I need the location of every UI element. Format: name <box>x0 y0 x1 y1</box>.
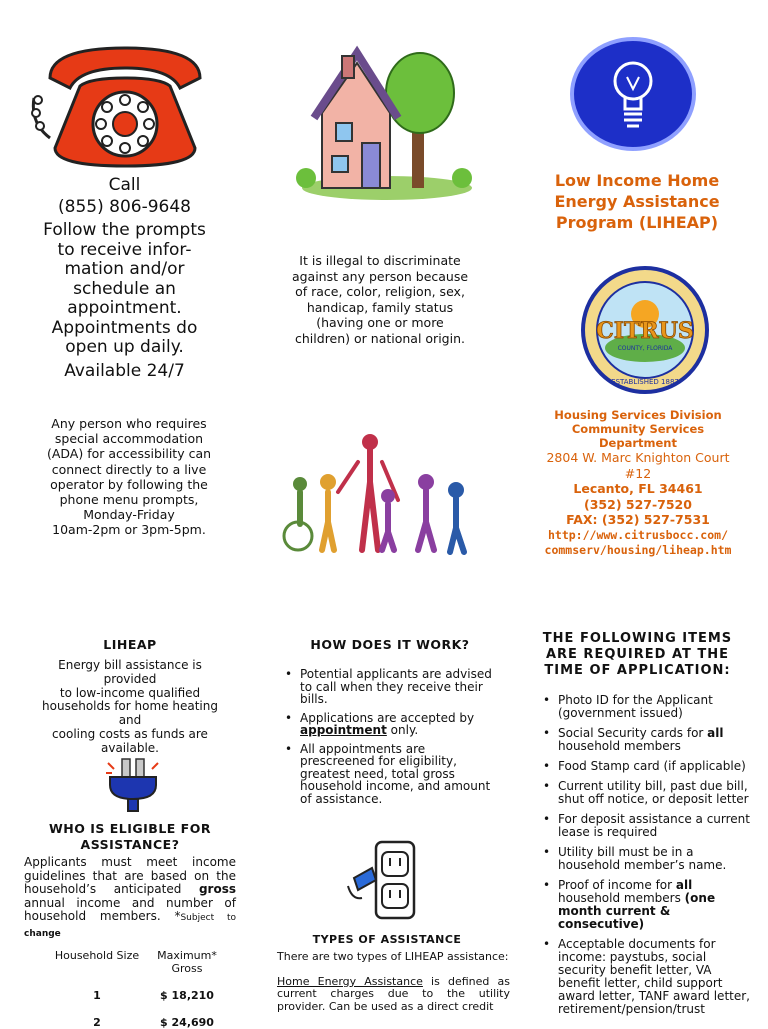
list-item <box>540 727 752 753</box>
department-name: Department <box>599 436 677 450</box>
power-plug-icon <box>104 755 162 813</box>
text-part: annual income and number of household members. * <box>24 895 236 924</box>
notice-line: against any person because <box>291 268 469 284</box>
notice-line: handicap, family status <box>306 299 454 315</box>
table-header <box>52 950 232 975</box>
list-item <box>540 879 752 931</box>
website-link[interactable]: commserv/housing/liheap.htm <box>544 542 732 557</box>
eligibility-text <box>24 856 236 942</box>
lightbulb-icon <box>570 37 696 151</box>
list-item <box>282 712 492 737</box>
ada-notice <box>30 416 228 538</box>
text-part: Applicants must meet income guidelines that are based on the household’s anticipated <box>24 855 236 897</box>
liheap-description <box>30 659 230 756</box>
notice-line: It is illegal to discriminate <box>299 253 461 268</box>
notice-line: (having one or more <box>316 315 444 330</box>
types-text <box>277 951 510 1013</box>
table-cell: 1 <box>93 989 101 1002</box>
table-row <box>52 1016 232 1029</box>
requirements-list <box>540 694 752 1023</box>
telephone-icon <box>30 38 220 170</box>
list-item: • Photo ID for the Applicant (government issued) <box>540 694 752 720</box>
text-bold: all <box>675 878 693 892</box>
text-part: Applications are accepted by <box>300 710 475 725</box>
heading-line: TIME OF APPLICATION: <box>544 663 731 678</box>
prompt-line: schedule an <box>73 278 176 299</box>
prompt-line: Follow the prompts <box>43 220 206 240</box>
subject-note: Subject to <box>180 913 236 924</box>
address-line: 2804 W. Marc Knighton Court <box>546 450 730 465</box>
address-line: #12 <box>624 465 652 481</box>
title-line: Program (LIHEAP) <box>555 213 719 232</box>
list-item: • Potential applicants are advised to call when they receive their bills. <box>282 668 492 706</box>
types-definition <box>277 976 510 1014</box>
list-item: • Current utility bill, past due bill, shut off notice, or deposit letter <box>540 780 752 806</box>
text-part: Social Security cards for <box>558 726 708 740</box>
house-illustration <box>292 38 474 202</box>
ada-line: Monday-Friday <box>83 507 175 523</box>
how-list <box>282 668 492 811</box>
office-info <box>528 408 748 558</box>
department-name: Community Services <box>571 422 705 436</box>
text-emph: appointment <box>300 723 387 737</box>
ada-line: operator by following the <box>50 476 208 492</box>
types-intro: There are two types of LIHEAP assistance: <box>277 950 509 963</box>
seal-est: ESTABLISHED 1887 <box>611 378 679 386</box>
county-seal <box>580 266 710 394</box>
table-cell: $ 18,210 <box>160 989 214 1002</box>
discrimination-notice <box>280 253 480 346</box>
eligibility-heading <box>30 821 230 852</box>
list-item: • All appointments are prescreened for eligibility, greatest need, total gross household income, and amount of assistance. <box>282 743 492 806</box>
how-heading: HOW DOES IT WORK? <box>310 637 470 652</box>
prompt-line: open up daily. <box>65 337 184 357</box>
heading-line: ASSISTANCE? <box>80 836 180 852</box>
prompt-line: Appointments do <box>51 317 198 338</box>
ada-line: (ADA) for accessibility can <box>46 446 212 462</box>
subject-note: change <box>24 928 61 939</box>
notice-line: of race, color, religion, sex, <box>295 284 465 299</box>
text-bold: (one month current & consecutive) <box>558 891 716 931</box>
heading-line: THE FOLLOWING ITEMS <box>542 631 733 646</box>
requirements-heading <box>535 631 740 679</box>
title-line: Energy Assistance <box>554 192 720 211</box>
heading-line: ARE REQUIRED AT THE <box>545 647 730 662</box>
ada-line: Any person who requires <box>51 416 207 431</box>
availability: Available 24/7 <box>64 360 185 381</box>
table-cell: $ 24,690 <box>160 1016 214 1029</box>
text-part: only. <box>386 723 419 737</box>
prompt-line: to receive infor- <box>57 239 192 260</box>
desc-line: to low-income qualified <box>59 685 201 700</box>
phone-number[interactable]: (855) 806-9648 <box>58 196 191 217</box>
list-item: • Food Stamp card (if applicable) <box>540 760 752 773</box>
ada-line: special accommodation <box>54 431 204 447</box>
call-info <box>22 176 227 381</box>
list-item: • Acceptable documents for income: paystubs, social security benefit letter, VA benefit letter, child support award letter, TANF award letter, retirement/pension/trust <box>540 938 752 1016</box>
seal-sub: COUNTY, FLORIDA <box>617 345 673 352</box>
types-heading: TYPES OF ASSISTANCE <box>312 933 462 946</box>
column-header: Maximum* Gross <box>157 949 217 975</box>
ada-line: phone menu prompts, <box>59 492 199 508</box>
list-item: • Utility bill must be in a household member’s name. <box>540 846 752 872</box>
desc-line: Energy bill assistance is provided <box>58 658 202 686</box>
liheap-heading: LIHEAP <box>103 637 157 652</box>
term: Home Energy Assistance <box>277 974 423 988</box>
office-phone: (352) 527-7520 <box>584 496 692 512</box>
table-cell: 2 <box>93 1016 101 1029</box>
text-part: household members <box>558 739 681 753</box>
title-line: Low Income Home <box>554 171 720 190</box>
text-bold: all <box>707 726 724 740</box>
prompt-line: appointment. <box>67 298 182 318</box>
website-link[interactable]: http://www.citrusbocc.com/ <box>547 527 728 542</box>
definition: is defined as current charges due to the utility provider. Can be used as a direct credit <box>277 974 510 1013</box>
family-illustration <box>278 432 478 556</box>
table-row <box>52 989 232 1002</box>
seal-name: CITRUS <box>596 318 694 344</box>
heading-line: WHO IS ELIGIBLE FOR <box>49 821 211 836</box>
notice-line: children) or national origin. <box>295 330 465 346</box>
desc-line: available. <box>101 740 159 755</box>
division-name: Housing Services Division <box>554 408 722 422</box>
call-label: Call <box>108 175 141 195</box>
ada-line: 10am-2pm or 3pm-5pm. <box>52 522 206 538</box>
office-fax: FAX: (352) 527-7531 <box>566 512 710 527</box>
program-title <box>530 170 744 233</box>
outlet-plug-icon <box>346 838 418 922</box>
income-table <box>52 950 232 1029</box>
list-item: • For deposit assistance a current lease is required <box>540 813 752 839</box>
text-part: Proof of income for <box>558 878 676 892</box>
city-line: Lecanto, FL 34461 <box>573 481 703 496</box>
prompt-line: mation and/or <box>64 259 185 279</box>
ada-line: connect directly to a live <box>51 461 207 477</box>
text-bold: gross <box>198 882 236 897</box>
desc-line: cooling costs as funds are <box>52 726 208 741</box>
text-part: household members <box>558 891 685 905</box>
desc-line: households for home heating and <box>42 699 218 728</box>
column-header: Household Size <box>54 949 140 962</box>
